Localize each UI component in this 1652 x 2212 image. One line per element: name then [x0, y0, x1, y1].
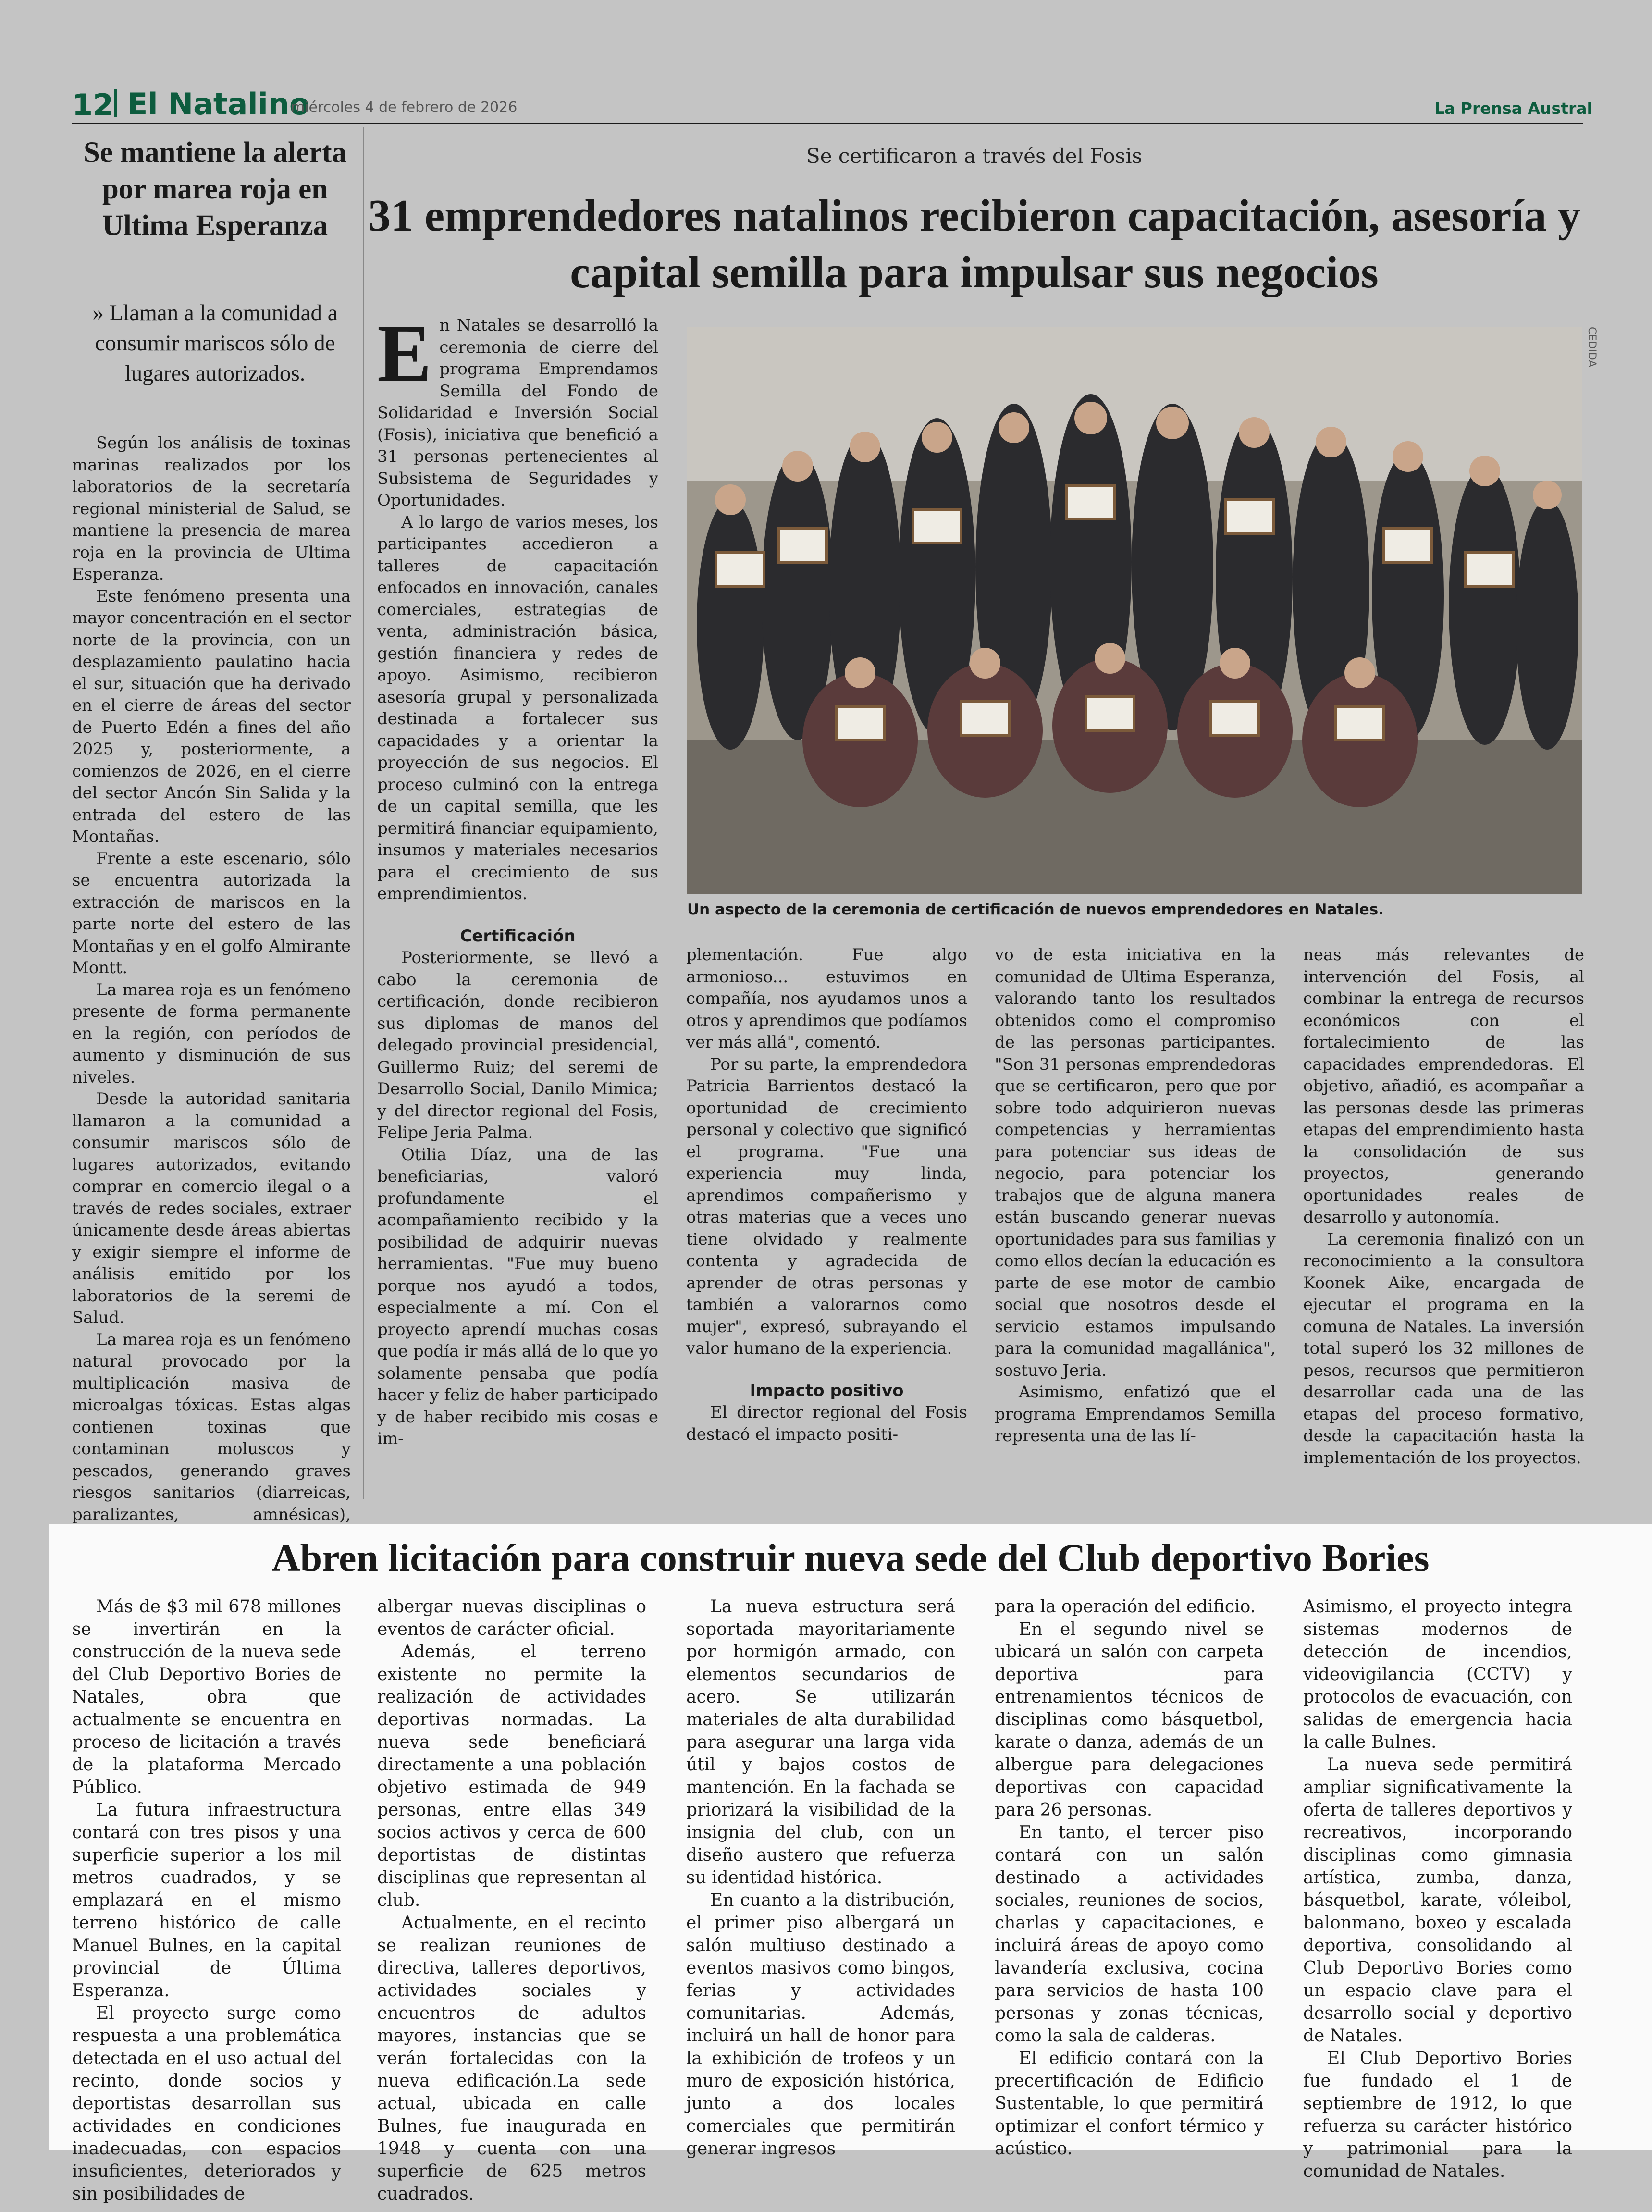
paragraph: En tanto, el tercer piso contará con un salón destinado a actividades sociales, reuniones de socios, charlas y capacitaciones, e incluirá áreas de apoyo como lavandería exclusiva, cocina para servicios de hasta 100 personas y zonas técnicas, como la sala de calderas. — [995, 1823, 1264, 2046]
main-column-3 — [686, 944, 967, 1495]
paragraph: Asimismo, el proyecto integra sistemas modernos de detección de incendios, videovigilancia (CCTV) y protocolos de evacuación, con salidas de emergencia hacia la calle Bulnes. — [1303, 1597, 1572, 1752]
bottom-column-2 — [377, 1595, 646, 2204]
bottom-headline: Abren licitación para construir nueva sede del Club deportivo Bories — [271, 1536, 1430, 1580]
paragraph: En cuanto a la distribución, el primer piso albergará un salón multiuso destinado a eventos masivos como bingos, ferias y actividades comunitarias. Además, incluirá un hall de honor para la exhibición de trofeos y un muro de exposición histórica, junto a dos locales comerciales que permitirán generar ingresos — [686, 1891, 955, 2159]
bottom-column-5 — [1303, 1595, 1572, 2181]
drop-cap: E — [377, 308, 432, 398]
paragraph: plementación. Fue algo armonioso... estuvimos en compañía, nos ayudamos unos a otros y aprendimos que podíamos ver más allá", comentó. — [686, 945, 967, 1052]
publication-name: La Prensa Austral — [1434, 99, 1592, 118]
header-rule — [72, 123, 1583, 124]
subheading-impacto: Impacto positivo — [750, 1381, 904, 1400]
main-column-5 — [1303, 944, 1584, 1495]
paragraph: La nueva estructura será soportada mayoritariamente por hormigón armado, con elementos secundarios de acero. Se utilizarán materiales de alta durabilidad para asegurar una larga vida útil y bajos costos de mantención. En la fachada se priorizará la visibilidad de la insignia del club, con un diseño austero que refuerza su identidad histórica. — [686, 1597, 955, 1888]
paragraph: A lo largo de varios meses, los participantes accedieron a talleres de capacitación enfocados en innovación, canales comerciales, estrategias de venta, administración básica, gestión financiera y redes de apoyo. Asimismo, recibieron asesoría grupal y personalizada destinada a fortalecer sus capacidades y a orientar la proyección de sus negocios. El proceso culminó con la entrega de un capital semilla, que les permitirá financiar equipamiento, insumos y materiales necesarios para el crecimiento de sus emprendimientos. — [377, 512, 658, 903]
sidebar-headline: Se mantiene la alerta por marea roja en Ultima Esperanza — [83, 136, 347, 242]
lead-paragraph — [377, 308, 658, 512]
lead-text: n Natales se desarrolló la ceremonia de cierre del programa Emprendamos Semilla del Fondo de Solidaridad e Inversión Social (Fosis), iniciativa que benefició a 31 personas pertenecientes al Subsistema de Seguridades y Oportunidades. — [377, 316, 658, 510]
section-title: El Natalino — [127, 87, 310, 122]
photo-credit: CEDIDA — [1586, 327, 1598, 368]
paragraph: para la operación del edificio. — [995, 1597, 1256, 1617]
paragraph: Posteriormente, se llevó a cabo la ceremonia de certificación, donde recibieron sus diplomas de manos del delegado provincial presidencial, Guillermo Ruiz; del seremi de Desarrollo Social, Danilo Mimica; y del director regional del Fosis, Felipe Jeria Palma. — [377, 948, 658, 1142]
main-kicker: Se certificaron a través del Fosis — [806, 144, 1143, 168]
group-photo-illustration — [687, 327, 1582, 894]
main-headline: 31 emprendedores natalinos recibieron capacitación, asesoría y capital semilla para impulsar sus negocios — [368, 191, 1581, 297]
paragraph: Este fenómeno presenta una mayor concentración en el sector norte de la provincia, con un desplazamiento paulatino hacia el sur, situación que ha derivado en el cierre de áreas del sector de Puerto Edén a fines del año 2025 y, posteriormente, a comienzos de 2026, en el cierre del sector Ancón Sin Salida y la entrada del estero de las Montañas. — [72, 586, 351, 846]
column-rule — [363, 127, 364, 1499]
sidebar-kicker: » Llaman a la comunidad a consumir mariscos sólo de lugares autorizados. — [92, 300, 338, 386]
paragraph: La marea roja es un fenómeno natural provocado por la multiplicación masiva de microalgas tóxicas. Estas algas contienen toxinas que contaminan moluscos y pescados, generando graves riesgos sanitarios (diarreicas, paralizantes, amnésicas), — [72, 1330, 351, 1524]
paragraph: El Club Deportivo Bories fue fundado el 1 de septiembre de 1912, lo que refuerza su carácter histórico y patrimonial para la comunidad de Natales. — [1303, 2049, 1572, 2181]
paragraph: El proyecto surge como respuesta a una problemática detectada en el uso actual del recinto, donde socios y deportistas desarrollan sus actividades en condiciones inadecuadas, con espacios insuficientes, deteriorados y sin posibilidades de — [72, 2003, 341, 2204]
bottom-column-4 — [995, 1595, 1264, 2159]
paragraph: La futura infraestructura contará con tres pisos y una superficie superior a los mil metros cuadrados, y se emplazará en el mismo terreno histórico de calle Manuel Bulnes, en la capital provincial de Última Esperanza. — [72, 1800, 341, 2001]
paragraph: Actualmente, en el recinto se realizan reuniones de directiva, talleres deportivos, actividades sociales y encuentros de adultos mayores, instancias que se verán fortalecidas con la nueva edificación.La sede actual, ubicada en calle Bulnes, fue inaugurada en 1948 y cuenta con una superficie de 625 metros cuadrados. — [377, 1913, 646, 2204]
bottom-column-3 — [686, 1595, 955, 2159]
paragraph: Más de $3 mil 678 millones se invertirán en la construcción de la nueva sede del Club Deportivo Bories de Natales, obra que actualmente se encuentra en proceso de licitación a través de la plataforma Mercado Público. — [72, 1597, 341, 1797]
paragraph: vo de esta iniciativa en la comunidad de Ultima Esperanza, valorando tanto los resultados obtenidos como el compromiso de las personas participantes. "Son 31 personas emprendedoras que se certificaron, pero que por sobre todo adquirieron nuevas competencias y herramientas para potenciar sus ideas de negocio, para potenciar los trabajos que de alguna manera están buscando generar nuevas oportunidades para sus familias y como ellos decían la educación es parte de ese motor de cambio social que nosotros desde el servicio estamos impulsando para la comunidad magallánica", sostuvo Jeria. — [995, 945, 1276, 1380]
paragraph: Por su parte, la emprendedora Patricia Barrientos destacó la oportunidad de crecimiento personal y colectivo que significó el programa. "Fue una experiencia muy linda, aprendimos compañerismo y otras materias que a veces uno tiene olvidado y realmente contenta y agradecida de aprender de otras personas y también a valorarnos como mujer", expresó, subrayando el valor humano de la experiencia. — [686, 1054, 967, 1358]
ceremony-photo — [687, 327, 1582, 894]
paragraph: El edificio contará con la precertificación de Edificio Sustentable, lo que permitirá optimizar el confort térmico y acústico. — [995, 2049, 1264, 2159]
photo-caption: Un aspecto de la ceremonia de certificación de nuevos emprendedores en Natales. — [687, 901, 1384, 918]
sidebar-body — [72, 433, 351, 1524]
paragraph: Frente a este escenario, sólo se encuentra autorizada la extracción de mariscos en la parte norte del estero de las Montañas y en el golfo Almirante Montt. — [72, 849, 351, 977]
main-column-1 — [377, 308, 658, 1495]
paragraph: El director regional del Fosis destacó el impacto positi- — [686, 1403, 967, 1444]
header-divider — [114, 89, 117, 117]
paragraph: Además, el terreno existente no permite la realización de actividades deportivas normadas. La nueva sede beneficiará directamente a una población objetivo estimada de 949 personas, entre ellas 349 socios activos y cerca de 600 deportistas de distintas disciplinas que representan al club. — [377, 1642, 646, 1910]
paragraph: albergar nuevas disciplinas o eventos de carácter oficial. — [377, 1597, 646, 1639]
main-column-4 — [995, 944, 1276, 1495]
paragraph: La nueva sede permitirá ampliar significativamente la oferta de talleres deportivos y recreativos, incorporando disciplinas como gimnasia artística, zumba, danza, básquetbol, karate, vóleibol, balonmano, boxeo y escalada deportiva, consolidando al Club Deportivo Bories como un espacio clave para el desarrollo social y deportivo de Natales. — [1303, 1755, 1572, 2046]
page-number: 12 — [72, 87, 114, 123]
bottom-column-1 — [72, 1595, 341, 2204]
paragraph: Asimismo, enfatizó que el programa Emprendamos Semilla representa una de las lí- — [995, 1383, 1276, 1446]
paragraph: En el segundo nivel se ubicará un salón con carpeta deportiva para entrenamientos técnicos de disciplinas como básquetbol, karate o danza, además de un albergue para delegaciones deportivas con capacidad para 26 personas. — [995, 1619, 1264, 1820]
paragraph: neas más relevantes de intervención del Fosis, al combinar la entrega de recursos económicos con el fortalecimiento de las capacidades emprendedoras. El objetivo, añadió, es acompañar a las personas desde las primeras etapas del emprendimiento hasta la consolidación de sus proyectos, generando oportunidades reales de desarrollo y autonomía. — [1303, 945, 1584, 1227]
paragraph: La ceremonia finalizó con un reconocimiento a la consultora Koonek Aike, encargada de ejecutar el programa en la comuna de Natales. La inversión total superó los 32 millones de pesos, recursos que permitieron desarrollar cada una de las etapas del proceso formativo, desde la capacitación hasta la implementación de los proyectos. — [1303, 1229, 1584, 1468]
paragraph: Desde la autoridad sanitaria llamaron a la comunidad a consumir mariscos sólo de lugares autorizados, evitando comprar en comercio ilegal o a través de redes sociales, extraer únicamente desde áreas abiertas y exigir siempre el informe de análisis emitido por los laboratorios de la seremi de Salud. — [72, 1089, 351, 1327]
paragraph: Según los análisis de toxinas marinas realizados por los laboratorios de la secretaría regional ministerial de Salud, se mantiene la presencia de marea roja en la provincia de Ultima Esperanza. — [72, 433, 351, 584]
paragraph: Otilia Díaz, una de las beneficiarias, valoró profundamente el acompañamiento recibido y la posibilidad de adquirir nuevas herramientas. "Fue muy bueno porque nos ayudó a todos, especialmente a mí. Con el proyecto aprendí muchas cosas que podía ir más allá de lo que yo solamente pensaba que podía hacer y feliz de haber participado y de haber recibido mis cosas e im- — [377, 1145, 658, 1448]
issue-date: miércoles 4 de febrero de 2026 — [291, 99, 518, 116]
paragraph: La marea roja es un fenómeno presente de forma permanente en la región, con períodos de aumento y disminución de sus niveles. — [72, 980, 351, 1087]
subheading-certificacion: Certificación — [460, 926, 576, 946]
